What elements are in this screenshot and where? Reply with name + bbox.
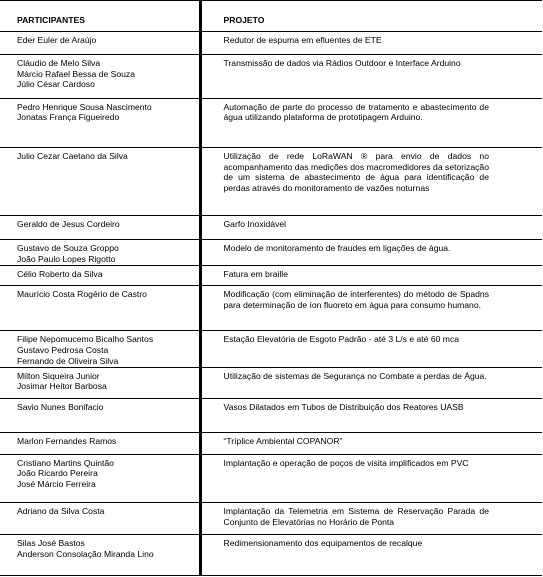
participants-cell	[0, 148, 200, 216]
project-cell: Implantação e operação de poços de visita implificados em PVC	[200, 454, 542, 503]
participant-name: Cristiano Martins Quintão	[17, 457, 114, 468]
participant-name: Julio Cezar Caetano da Silva	[17, 151, 128, 162]
participants-cell	[0, 503, 200, 535]
participant-name: Márcio Rafael Bessa de Souza	[17, 68, 135, 79]
participant-name: Adriano da Silva Costa	[17, 506, 105, 517]
table-row	[0, 454, 542, 503]
header-projeto: PROJETO	[200, 1, 542, 32]
project-cell: Vasos Dilatados em Tubos de Distribuição dos Reatores UASB	[200, 398, 542, 432]
participant-name: João Paulo Lopes Rigotto	[17, 253, 116, 264]
participant-name: Milton Siqueira Junior	[17, 370, 100, 381]
project-cell: Modelo de monitoramento de fraudes em ligações de água.	[200, 240, 542, 265]
participant-name: Maurício Costa Rogério de Castro	[17, 288, 147, 299]
participant-name: João Ricardo Pereira	[17, 468, 98, 479]
table-row	[0, 148, 542, 216]
participant-name: Geraldo de Jesus Cordeiro	[17, 219, 120, 230]
participants-cell	[0, 216, 200, 240]
participant-name: José Márcio Ferreira	[17, 478, 96, 489]
participant-name: Eder Euler de Araújo	[17, 35, 97, 45]
project-cell: Fatura em braille	[200, 265, 542, 285]
table-row	[0, 216, 542, 240]
participant-name: Célio Roberto da Silva	[17, 268, 103, 279]
participant-name: Savio Nunes Bonifacio	[17, 401, 104, 412]
participant-name: Cláudio de Melo Silva	[17, 58, 101, 69]
participant-name: Júlio César Cardoso	[17, 79, 95, 90]
participant-name: Gustavo de Souza Groppo	[17, 243, 119, 254]
table-row	[0, 240, 542, 265]
participants-cell	[0, 433, 200, 454]
project-cell: Modificação (com eliminação de interferentes) do método de Spadns para determinação de íon fluoreto em água para consumo humano.	[200, 285, 542, 331]
participant-name: Silas José Bastos	[17, 538, 85, 549]
project-cell: Redimensionamento dos equipamentos de recalque	[200, 535, 542, 576]
participant-name: Pedro Henrique Sousa Nascimento	[17, 101, 152, 112]
project-cell: Transmissão de dados via Rádios Outdoor e Interface Arduino	[200, 55, 542, 98]
participants-cell	[0, 55, 200, 98]
project-cell: Garfo Inoxidável	[200, 216, 542, 240]
project-cell: “Tríplice Ambiental COPANOR”	[200, 433, 542, 454]
participants-cell	[0, 98, 200, 148]
participant-name: Marlon Fernandes Ramos	[17, 436, 117, 447]
participants-cell	[0, 265, 200, 285]
project-cell: Redutor de espuma em efluentes de ETE	[200, 32, 542, 55]
project-cell: Estação Elevatória de Esgoto Padrão - até 3 L/s e até 60 mca	[200, 331, 542, 367]
table-row	[0, 433, 542, 454]
table-row	[0, 398, 542, 432]
participant-name: Fernando de Oliveira Silva	[17, 355, 119, 366]
header-participantes: PARTICIPANTES	[0, 1, 200, 32]
table-row	[0, 55, 542, 98]
participant-name: Gustavo Pedrosa Costa	[17, 345, 109, 356]
project-cell: Utilização de rede LoRaWAN ® para envio de dados no acompanhamento das medições dos macromedidores da setorização de um sistema de abastecimento de água para identificação de perdas através do monitoramento de vazões noturnas	[200, 148, 542, 216]
participant-name: Josimar Heitor Barbosa	[17, 381, 107, 392]
table-row	[0, 331, 542, 367]
participants-cell	[0, 367, 200, 398]
participants-cell	[0, 240, 200, 265]
participants-cell	[0, 398, 200, 432]
project-cell: Utilização de sistemas de Segurança no Combate a perdas de Água.	[200, 367, 542, 398]
participants-cell	[0, 285, 200, 331]
participants-cell	[0, 454, 200, 503]
table-row	[0, 98, 542, 148]
table-row	[0, 285, 542, 331]
table-row	[0, 535, 542, 576]
participants-cell	[0, 535, 200, 576]
table-row	[0, 32, 542, 55]
table-row	[0, 265, 542, 285]
participant-name: Anderson Consolação Miranda Lino	[17, 549, 154, 560]
participant-name: Jonatas França Figueiredo	[17, 112, 120, 123]
project-cell: Implantação da Telemetria em Sistema de Reservação Parada de Conjunto de Elevatórias no Horário de Ponta	[200, 503, 542, 535]
table-row	[0, 503, 542, 535]
participants-cell	[0, 331, 200, 367]
participant-name: Filipe Nepomucemo Bicalho Santos	[17, 334, 154, 345]
participants-cell	[0, 32, 200, 55]
table-row	[0, 367, 542, 398]
header-row	[0, 1, 542, 32]
project-cell: Automação de parte do processo de tratamento e abastecimento de água utilizando plataforma de prototipagem Arduino.	[200, 98, 542, 148]
